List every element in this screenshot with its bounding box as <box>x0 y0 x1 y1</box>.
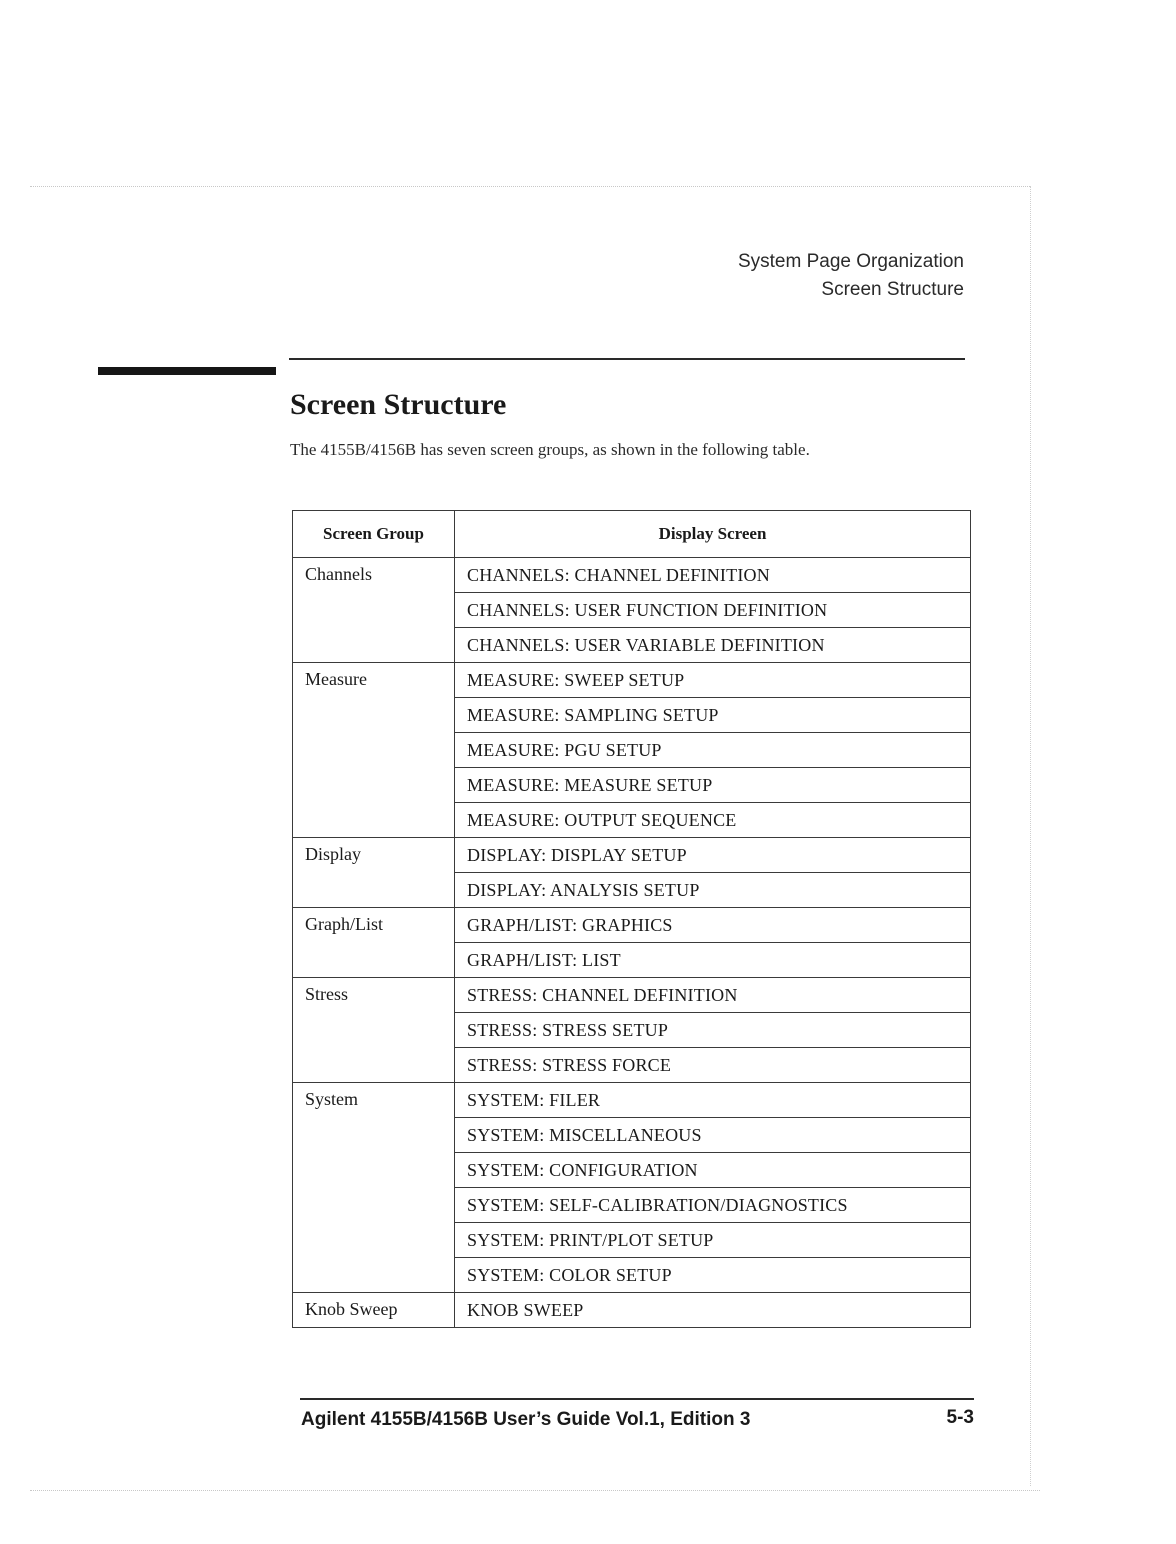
table-row <box>293 1083 971 1118</box>
display-screen-cell: SYSTEM: PRINT/PLOT SETUP <box>455 1223 971 1258</box>
display-screen-cell: CHANNELS: USER VARIABLE DEFINITION <box>455 628 971 663</box>
display-screen-cell: MEASURE: SWEEP SETUP <box>455 663 971 698</box>
screen-group-cell: Graph/List <box>293 908 455 978</box>
footer-rule <box>300 1398 974 1400</box>
display-screen-cell: MEASURE: MEASURE SETUP <box>455 768 971 803</box>
header-screen-group: Screen Group <box>293 511 455 558</box>
display-screen-cell: STRESS: STRESS FORCE <box>455 1048 971 1083</box>
table-header-row <box>293 511 971 558</box>
display-screen-cell: STRESS: STRESS SETUP <box>455 1013 971 1048</box>
display-screen-cell: SYSTEM: FILER <box>455 1083 971 1118</box>
table-row <box>293 978 971 1013</box>
section-rule <box>289 358 965 360</box>
table-row <box>293 558 971 593</box>
display-screen-cell: CHANNELS: USER FUNCTION DEFINITION <box>455 593 971 628</box>
screen-group-cell: Stress <box>293 978 455 1083</box>
page-number: 5-3 <box>946 1407 974 1428</box>
table-row <box>293 663 971 698</box>
header-display-screen: Display Screen <box>455 511 971 558</box>
scan-border-bottom <box>30 1490 1040 1491</box>
section-marker-bar <box>98 367 276 375</box>
header-section: Screen Structure <box>821 279 964 300</box>
screen-group-cell: Measure <box>293 663 455 838</box>
scan-border-top <box>30 186 1030 187</box>
footer-title: Agilent 4155B/4156B User’s Guide Vol.1, Edition 3 <box>301 1409 751 1430</box>
display-screen-cell: GRAPH/LIST: LIST <box>455 943 971 978</box>
screen-structure-table <box>292 510 971 1328</box>
display-screen-cell: MEASURE: OUTPUT SEQUENCE <box>455 803 971 838</box>
table-row <box>293 838 971 873</box>
display-screen-cell: GRAPH/LIST: GRAPHICS <box>455 908 971 943</box>
table-row <box>293 1293 971 1328</box>
display-screen-cell: MEASURE: PGU SETUP <box>455 733 971 768</box>
display-screen-cell: SYSTEM: SELF-CALIBRATION/DIAGNOSTICS <box>455 1188 971 1223</box>
screen-group-cell: Display <box>293 838 455 908</box>
display-screen-cell: MEASURE: SAMPLING SETUP <box>455 698 971 733</box>
header-chapter: System Page Organization <box>737 251 964 272</box>
table-body <box>293 558 971 1328</box>
intro-paragraph: The 4155B/4156B has seven screen groups, as shown in the following table. <box>290 440 810 459</box>
screen-group-cell: Channels <box>293 558 455 663</box>
screen-group-cell: System <box>293 1083 455 1293</box>
display-screen-cell: DISPLAY: ANALYSIS SETUP <box>455 873 971 908</box>
section-title: Screen Structure <box>290 388 507 421</box>
display-screen-cell: KNOB SWEEP <box>455 1293 971 1328</box>
display-screen-cell: DISPLAY: DISPLAY SETUP <box>455 838 971 873</box>
display-screen-cell: SYSTEM: MISCELLANEOUS <box>455 1118 971 1153</box>
display-screen-cell: STRESS: CHANNEL DEFINITION <box>455 978 971 1013</box>
scan-border-right <box>1030 186 1031 1486</box>
running-header <box>738 248 964 304</box>
screen-group-cell: Knob Sweep <box>293 1293 455 1328</box>
table-row <box>293 908 971 943</box>
display-screen-cell: SYSTEM: CONFIGURATION <box>455 1153 971 1188</box>
display-screen-cell: CHANNELS: CHANNEL DEFINITION <box>455 558 971 593</box>
display-screen-cell: SYSTEM: COLOR SETUP <box>455 1258 971 1293</box>
